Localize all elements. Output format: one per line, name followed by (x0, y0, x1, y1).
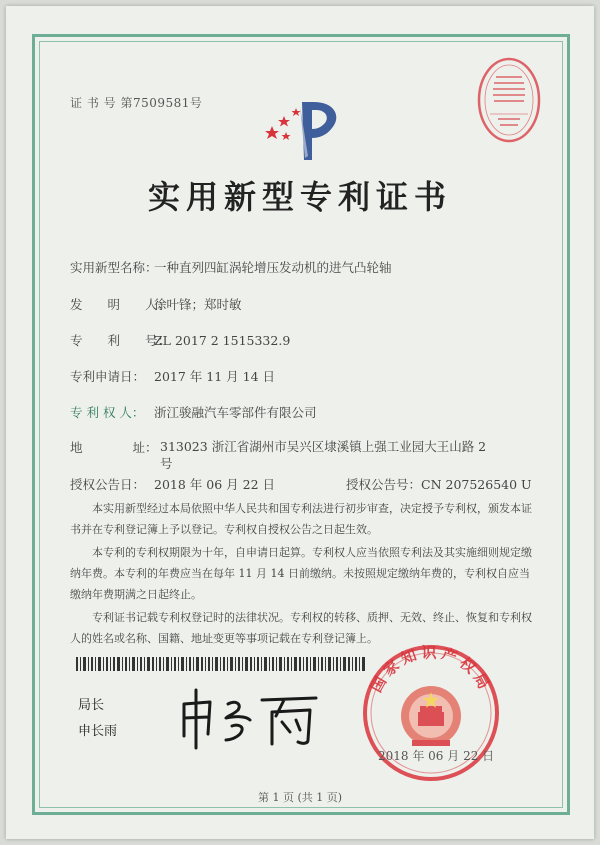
address-label: 地 址： (70, 440, 158, 455)
filing-date-label: 专利申请日： (70, 369, 146, 384)
inventor-value: 徐叶锋；郑时敏 (154, 297, 242, 312)
small-seal-icon (476, 56, 542, 144)
utility-model-name-value: 一种直列四缸涡轮增压发动机的进气凸轮轴 (154, 260, 392, 275)
patent-number-row (70, 331, 290, 349)
page-number: 第 1 页 (共 1 页) (257, 791, 343, 804)
address-row (70, 438, 158, 456)
barcode-icon (76, 657, 366, 671)
body-paragraph-1: 本实用新型经过本局依照中华人民共和国专利法进行初步审查，决定授予专利权，颁发本证书并在专利登记簿上予以登记。专利权自授权公告之日起生效。 (70, 502, 532, 536)
director-signature-icon (176, 682, 326, 752)
patent-number-value: ZL 2017 2 1515332.9 (154, 333, 291, 348)
utility-model-name-row (70, 258, 392, 276)
utility-model-name-label: 实用新型名称： (70, 260, 158, 275)
certificate-sheet (6, 6, 594, 839)
grant-date-value: 2018 年 06 月 22 日 (154, 477, 275, 492)
patentee-label: 专 利 权 人： (70, 405, 145, 420)
address-value: 313023 浙江省湖州市吴兴区埭溪镇上强工业园大王山路 2 号 (160, 439, 487, 471)
director-title: 局长 (78, 698, 105, 713)
grant-number-label: 授权公告号： (346, 477, 422, 492)
patentee-row (70, 403, 317, 421)
patentee-value: 浙江骏融汽车零部件有限公司 (154, 405, 317, 420)
inventor-label: 发 明 人： (70, 297, 171, 312)
grant-number-value: CN 207526540 U (421, 477, 532, 492)
body-paragraph-3: 专利证书记载专利权登记时的法律状况。专利权的转移、质押、无效、终止、恢复和专利权人的姓名或名称、国籍、地址变更等事项记载在专利登记簿上。 (70, 611, 532, 645)
patent-office-logo-icon (262, 96, 350, 164)
certificate-title: 实用新型专利证书 (147, 178, 452, 216)
certificate-number: 证 书 号 第7509581号 (70, 96, 203, 110)
grant-date-label: 授权公告日： (70, 477, 146, 492)
grant-date-row (70, 475, 275, 493)
patent-number-label: 专 利 号： (70, 333, 171, 348)
filing-date-row (70, 367, 275, 385)
body-paragraph-2: 本专利的专利权期限为十年，自申请日起算。专利权人应当依照专利法及其实施细则规定缴纳年费。本专利的年费应当在每年 11 月 14 日前缴纳。未按照规定缴纳年费的，专利权自应当缴纳年费期满之日起终止。 (70, 546, 532, 601)
seal-text: 国家知识产权局 (367, 643, 495, 696)
grant-number-row (346, 475, 532, 493)
inventor-row (70, 295, 242, 313)
seal-date: 2018 年 06 月 22 日 (378, 749, 495, 763)
filing-date-value: 2017 年 11 月 14 日 (154, 369, 275, 384)
director-name: 申长雨 (78, 724, 118, 739)
